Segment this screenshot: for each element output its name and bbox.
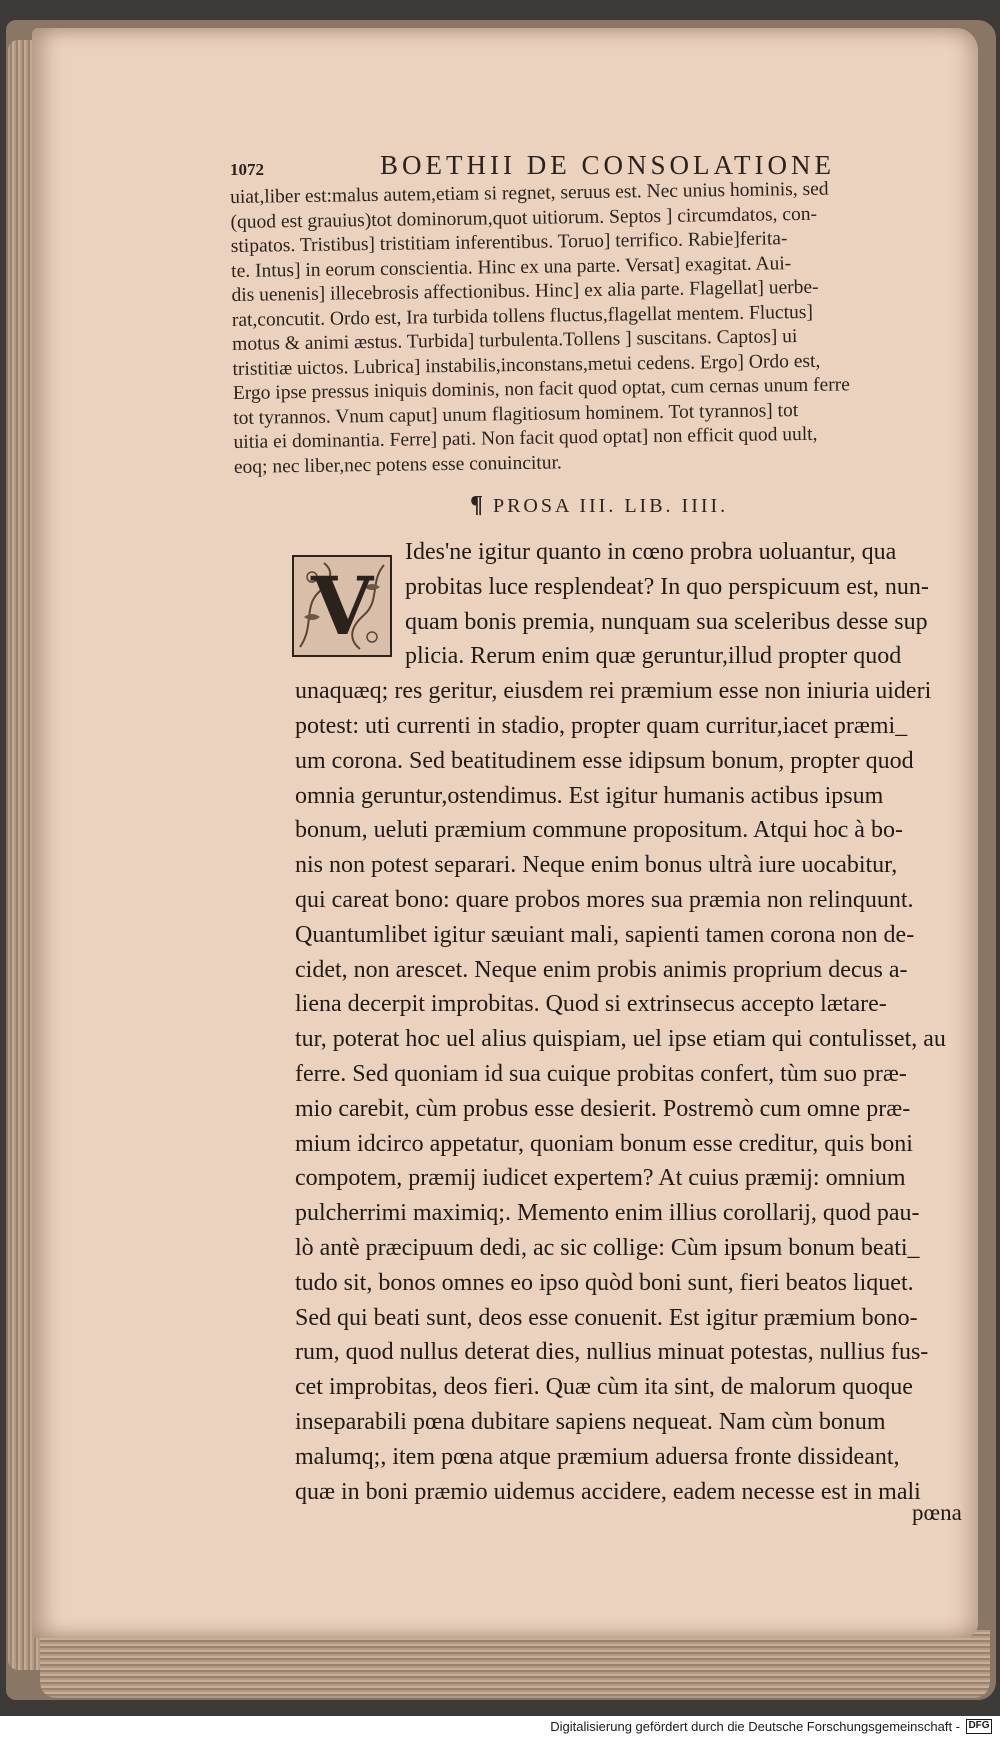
- section-heading: [470, 492, 728, 519]
- main-text-line: Quantumlibet igitur sæuiant mali, sapienti tamen corona non de-: [295, 921, 915, 948]
- main-text-line: omnia geruntur,ostendimus. Est igitur humanis actibus ipsum: [295, 782, 884, 809]
- dfg-logo: DFG: [966, 1719, 992, 1734]
- commentary-line: dis uenenis] illecebrosis affectionibus. Hinc] ex alia parte. Flagellat] uerbe-: [231, 276, 819, 306]
- main-text-line: ferre. Sed quoniam id sua cuique probitas confert, tùm suo præ-: [295, 1060, 907, 1087]
- main-text-line: Sed qui beati sunt, deos esse conuenit. Est igitur præmium bono-: [295, 1304, 918, 1331]
- section-heading-text: PROSA III. LIB. IIII.: [492, 495, 729, 517]
- main-text-line: cet improbitas, deos fieri. Quæ cùm ita sint, de malorum quoque: [295, 1374, 913, 1401]
- pilcrow-mark: ¶: [470, 492, 483, 518]
- main-text-line: mio carebit, cùm probus esse desierit. Postremò cum omne præ-: [295, 1095, 911, 1122]
- page-number: 1072: [230, 160, 264, 179]
- main-text-line: qui careat bono: quare probos mores sua præmia non relinquunt.: [295, 886, 914, 913]
- main-text-line: tudo sit, bonos omnes eo ipso quòd boni sunt, fieri beatos liquet.: [295, 1269, 914, 1296]
- main-text-line: unaquæq; res geritur, eiusdem rei præmium esse non iniuria uideri: [295, 678, 932, 705]
- main-text-block: [295, 535, 965, 1509]
- main-text-line: quæ in boni præmio uidemus accidere, eadem necesse est in mali: [295, 1478, 921, 1505]
- main-text-line: lò antè præcipuum dedi, ac sic collige: Cùm ipsum bonum beati_: [295, 1234, 920, 1261]
- commentary-line: tot tyrannos. Vnum caput] unum flagitiosum hominem. Tot tyrannos] tot: [233, 399, 799, 429]
- main-text-line: cidet, non arescet. Neque enim probis animis proprium decus a-: [295, 956, 908, 983]
- main-text-line: Ides'ne igitur quanto in cœno probra uoluantur, qua: [405, 539, 897, 565]
- initial-letter: V: [310, 559, 374, 653]
- catchword: pœna: [912, 1500, 962, 1525]
- main-text-line: liena decerpit improbitas. Quod si extrinsecus accepto lætare-: [295, 991, 887, 1018]
- funding-credit: Digitalisierung gefördert durch die Deutsche Forschungsgemeinschaft -: [550, 1719, 960, 1734]
- main-text-line: bonum, ueluti præmium commune propositum. Atqui hoc à bo-: [295, 817, 903, 844]
- main-text-line: quam bonis premia, nunquam sua sceleribus desse sup: [405, 608, 928, 635]
- main-text-line: tur, poterat hoc uel alius quispiam, uel ipse etiam qui contulisset, au: [295, 1026, 946, 1053]
- main-text-line: plicia. Rerum enim quæ geruntur,illud propter quod: [405, 643, 902, 670]
- main-text-line: rum, quod nullus deterat dies, nullius minuat potestas, nullius fus-: [295, 1339, 929, 1366]
- main-text-line: nis non potest separari. Neque enim bonus ultrà iure uocabitur,: [295, 852, 898, 879]
- commentary-line: te. Intus] in eorum conscientia. Hinc ex una parte. Versat] exagitat. Aui-: [231, 252, 792, 282]
- main-text-line: mium idcirco appetatur, quoniam bonum esse creditur, quis boni: [295, 1130, 913, 1157]
- main-text-line: potest: uti currenti in stadio, propter quam curritur,iacet præmi_: [295, 712, 908, 739]
- main-text-line: um corona. Sed beatitudinem esse idipsum bonum, propter quod: [295, 747, 914, 774]
- commentary-line: Ergo ipse pressus iniquis dominis, non facit quod optat, cum cernas unum ferre: [232, 374, 851, 404]
- commentary-line: motus & animi æstus. Turbida] turbulenta.Tollens ] suscitans. Captos] ui: [232, 326, 798, 355]
- running-head: BOETHII DE CONSOLATIONE: [380, 150, 835, 180]
- commentary-line: stipatos. Tristibus] tristitiam inferentibus. Toruo] terrifico. Rabie]ferita-: [230, 228, 788, 257]
- main-text-line: inseparabili pœna dubitare sapiens nequeat. Nam cùm bonum: [295, 1408, 886, 1435]
- commentary-line: eoq; nec liber,nec potens esse conuincitur.: [233, 451, 562, 478]
- commentary-line: uiat,liber est:malus autem,etiam si regnet, seruus est. Nec unius hominis, sed: [230, 178, 829, 208]
- commentary-line: (quod est grauius)tot dominorum,quot uitiorum. Septos ] circumdatos, con-: [230, 203, 818, 233]
- main-text-line: pulcherrimi maximiq;. Memento enim illius corollarij, quod pau-: [295, 1200, 920, 1227]
- commentary-line: tristitiæ uictos. Lubrica] instabilis,inconstans,metui cedens. Ergo] Ordo est,: [232, 350, 821, 380]
- page-edges-bottom: [40, 1630, 990, 1698]
- commentary-line: rat,concutit. Ordo est, Ira turbida tollens fluctus,flagellat mentem. Fluctus]: [231, 301, 814, 331]
- commentary-line: uitia ei dominantia. Ferre] pati. Non facit quod optat] non efficit quod uult,: [233, 423, 818, 453]
- main-text-line: compotem, præmij iudicet expertem? At cuius præmij: omnium: [295, 1165, 906, 1192]
- main-text-line: probitas luce resplendeat? In quo perspicuum est, nun-: [405, 573, 929, 600]
- commentary-block: [230, 176, 964, 480]
- main-text-line: malumq;, item pœna atque præmium aduersa fronte dissideant,: [295, 1443, 900, 1470]
